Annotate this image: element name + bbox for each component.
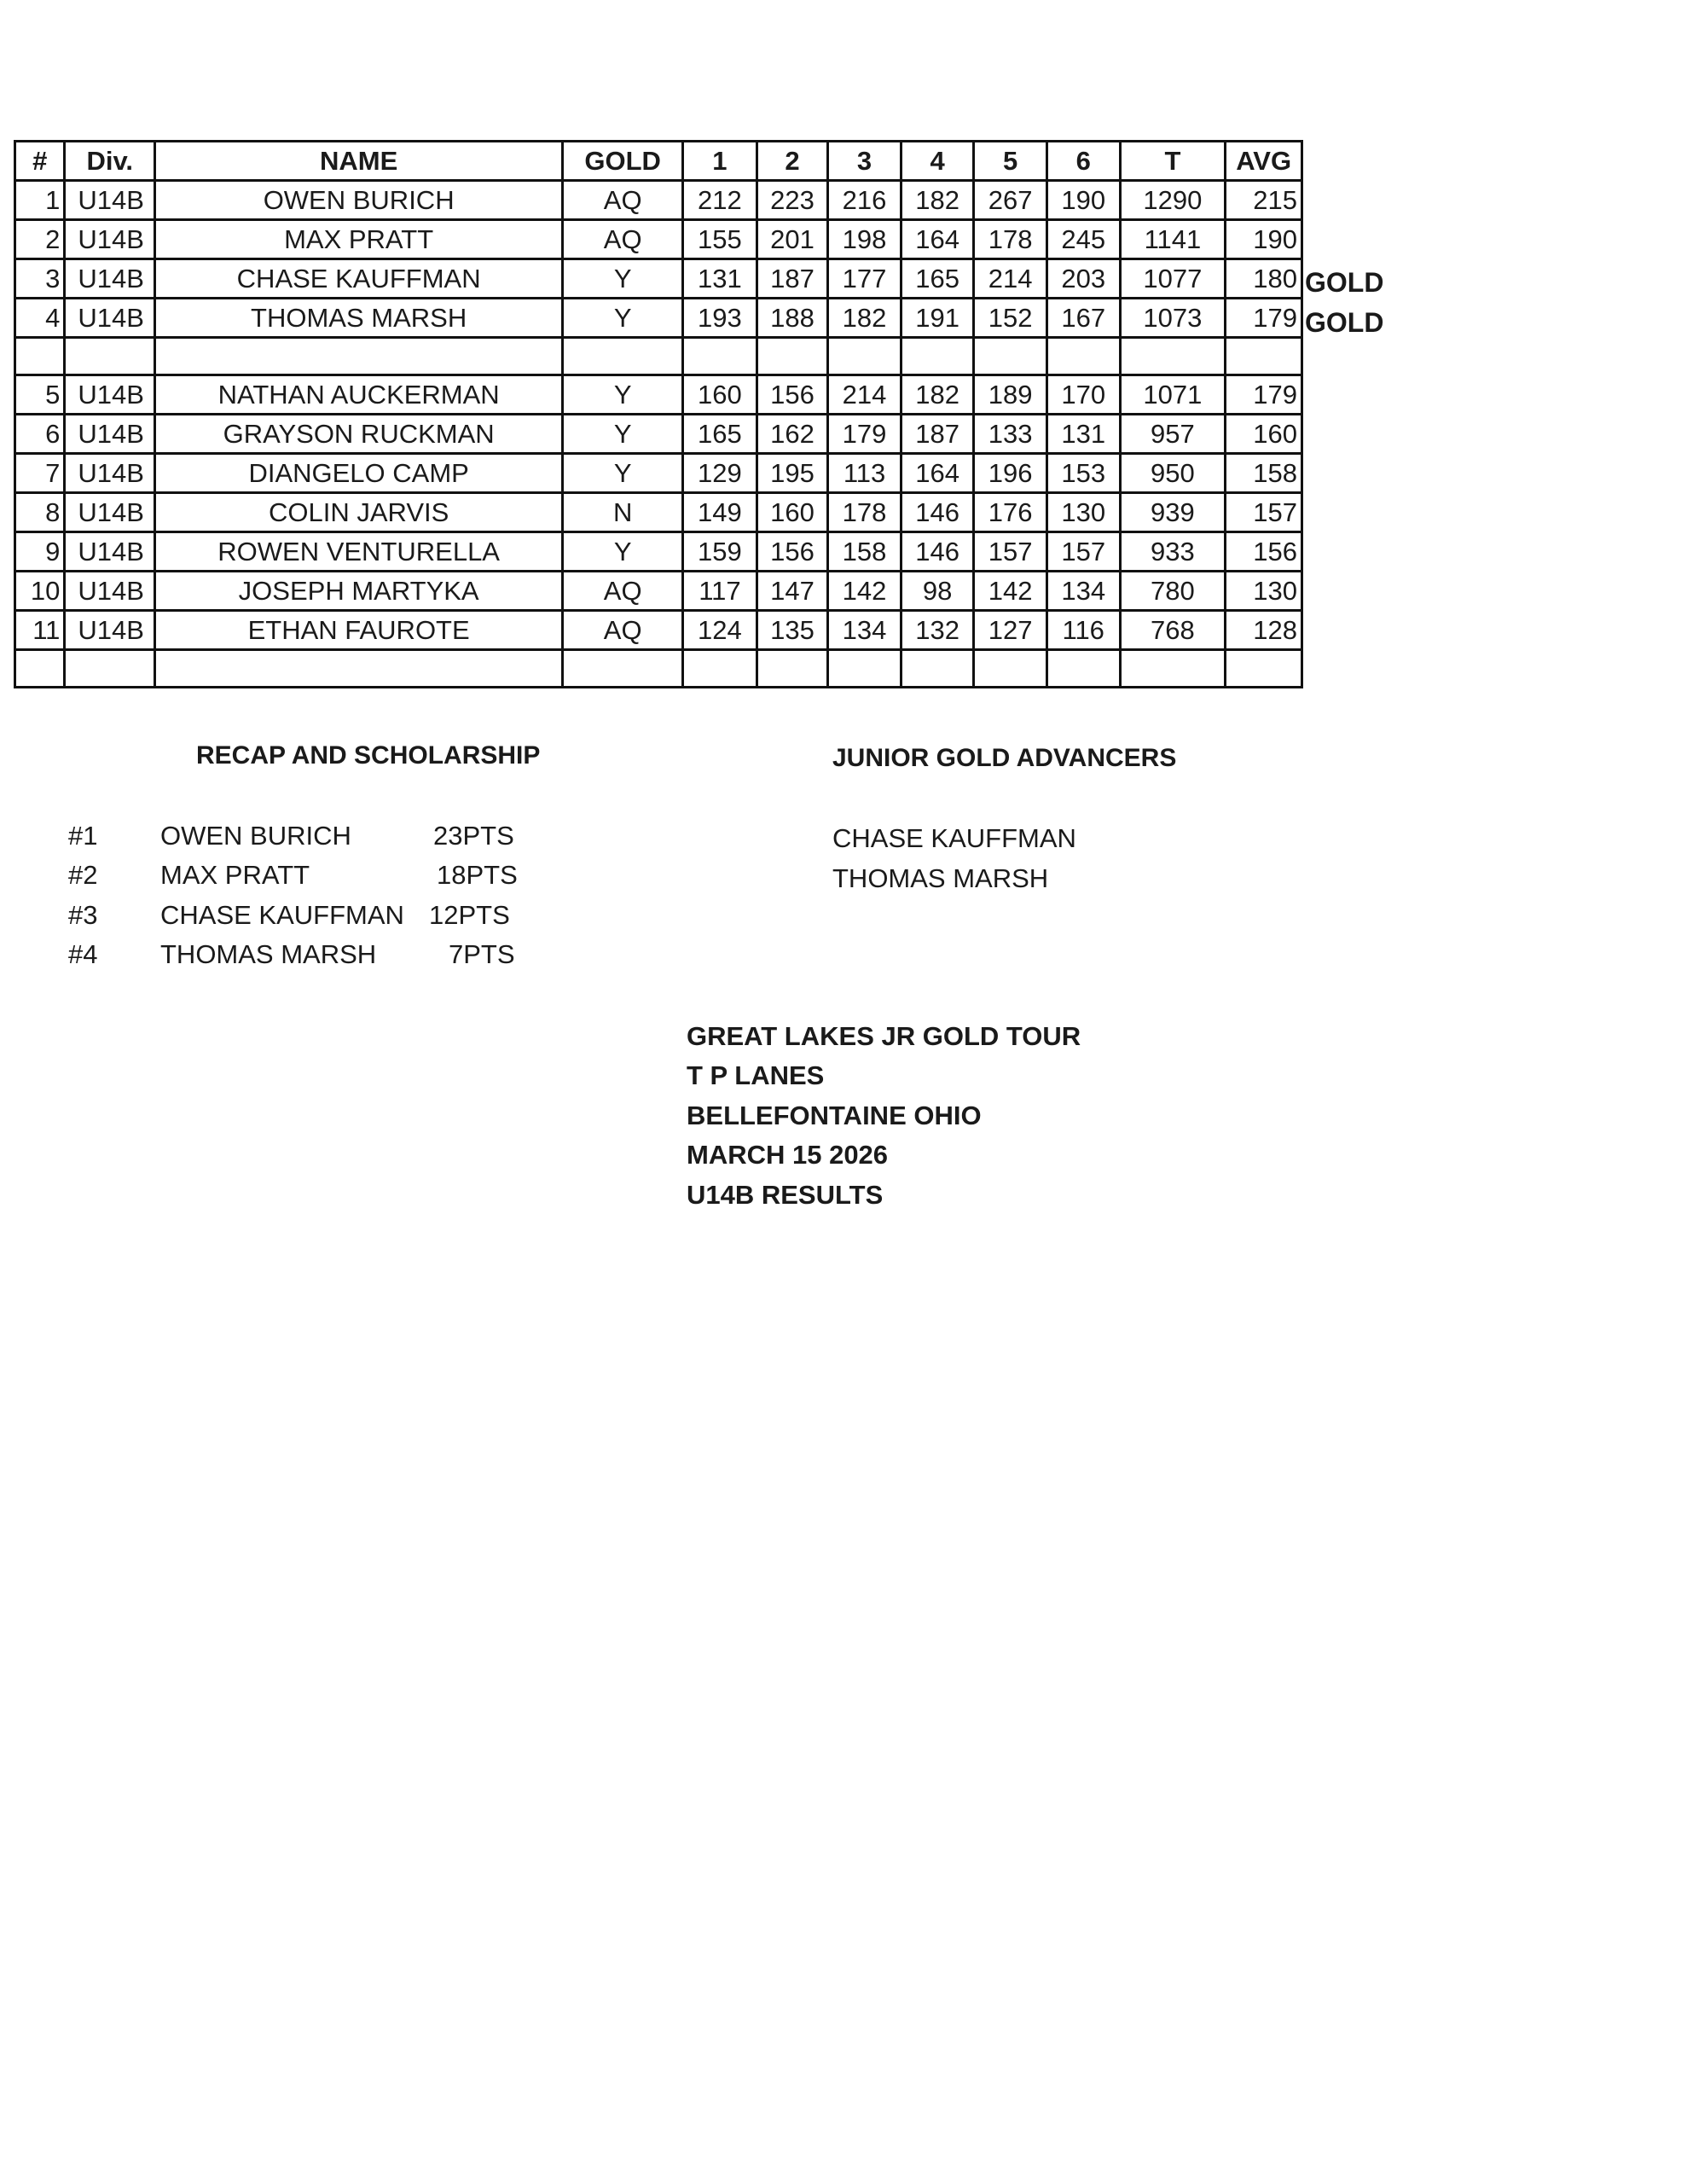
- cell-game-4: 191: [901, 299, 974, 338]
- cell-game-5: 178: [974, 220, 1047, 259]
- cell-average: 179: [1226, 375, 1302, 415]
- table-row: [15, 572, 1302, 611]
- cell-average: 190: [1226, 220, 1302, 259]
- advancers-heading: JUNIOR GOLD ADVANCERS: [832, 744, 1177, 772]
- cell-game-5: 142: [974, 572, 1047, 611]
- cell-total: 1077: [1120, 259, 1226, 299]
- cell-game-1: 159: [683, 532, 757, 572]
- cell-total: 1141: [1120, 220, 1226, 259]
- cell-average: 180: [1226, 259, 1302, 299]
- cell-average: 130: [1226, 572, 1302, 611]
- cell-game-2: 135: [757, 611, 828, 650]
- cell-game-3: 182: [828, 299, 901, 338]
- advancer-name: CHASE KAUFFMAN: [832, 823, 1076, 853]
- cell-gold: Y: [563, 299, 683, 338]
- cell-average: 156: [1226, 532, 1302, 572]
- cell-game-5: 267: [974, 181, 1047, 220]
- cell-name: CHASE KAUFFMAN: [155, 259, 563, 299]
- cell-average: 215: [1226, 181, 1302, 220]
- cell-game-1: 165: [683, 415, 757, 454]
- cell-total: 1071: [1120, 375, 1226, 415]
- header-rank: #: [15, 142, 65, 181]
- cell-total: 1073: [1120, 299, 1226, 338]
- header-game-5: 5: [974, 142, 1047, 181]
- cell-game-6: 167: [1046, 299, 1120, 338]
- cell-rank: 8: [15, 493, 65, 532]
- recap-rank: #3: [68, 900, 98, 930]
- cell-rank: 5: [15, 375, 65, 415]
- cell-rank: 11: [15, 611, 65, 650]
- header-total: T: [1120, 142, 1226, 181]
- gold-note-row-4: GOLD: [1305, 307, 1384, 338]
- table-row: [15, 220, 1302, 259]
- recap-entry: [0, 860, 597, 899]
- cell-game-4: 164: [901, 454, 974, 493]
- cell-name: NATHAN AUCKERMAN: [155, 375, 563, 415]
- cell-name: DIANGELO CAMP: [155, 454, 563, 493]
- cell-division: U14B: [65, 572, 155, 611]
- cell-game-1: 129: [683, 454, 757, 493]
- cell-game-6: 190: [1046, 181, 1120, 220]
- cell-gold: Y: [563, 454, 683, 493]
- cell-game-3: 214: [828, 375, 901, 415]
- cell-game-5: 157: [974, 532, 1047, 572]
- cell-game-6: 170: [1046, 375, 1120, 415]
- cell-rank: 7: [15, 454, 65, 493]
- cell-division: U14B: [65, 375, 155, 415]
- header-gold: GOLD: [563, 142, 683, 181]
- cell-game-1: 212: [683, 181, 757, 220]
- header-game-4: 4: [901, 142, 974, 181]
- cell-game-5: 127: [974, 611, 1047, 650]
- cell-gold: AQ: [563, 181, 683, 220]
- results-table: [14, 140, 1303, 688]
- cell-division: U14B: [65, 532, 155, 572]
- cell-name: COLIN JARVIS: [155, 493, 563, 532]
- cell-division: U14B: [65, 493, 155, 532]
- cell-game-3: 179: [828, 415, 901, 454]
- cell-game-3: 158: [828, 532, 901, 572]
- cell-gold: Y: [563, 532, 683, 572]
- cell-rank: 3: [15, 259, 65, 299]
- cell-gold: N: [563, 493, 683, 532]
- cell-game-4: 132: [901, 611, 974, 650]
- cell-game-2: 162: [757, 415, 828, 454]
- cell-gold: Y: [563, 375, 683, 415]
- cell-game-2: 223: [757, 181, 828, 220]
- recap-name: CHASE KAUFFMAN: [160, 900, 404, 930]
- cell-division: U14B: [65, 299, 155, 338]
- event-division-results: U14B RESULTS: [687, 1180, 884, 1210]
- gold-note-row-3: GOLD: [1305, 267, 1384, 298]
- cell-rank: 10: [15, 572, 65, 611]
- table-row: [15, 259, 1302, 299]
- cell-total: 768: [1120, 611, 1226, 650]
- cell-game-5: 176: [974, 493, 1047, 532]
- cell-game-6: 245: [1046, 220, 1120, 259]
- cell-game-6: 116: [1046, 611, 1120, 650]
- cell-average: 158: [1226, 454, 1302, 493]
- table-row: [15, 493, 1302, 532]
- recap-rank: #2: [68, 860, 98, 890]
- cell-gold: AQ: [563, 572, 683, 611]
- table-row: [15, 611, 1302, 650]
- recap-entry: [0, 939, 597, 979]
- cell-gold: Y: [563, 415, 683, 454]
- cell-rank: 9: [15, 532, 65, 572]
- recap-name: MAX PRATT: [160, 860, 310, 890]
- recap-heading: RECAP AND SCHOLARSHIP: [196, 741, 541, 770]
- cell-game-3: 177: [828, 259, 901, 299]
- recap-rank: #1: [68, 821, 98, 851]
- cell-average: 179: [1226, 299, 1302, 338]
- table-row: [15, 375, 1302, 415]
- cell-rank: 2: [15, 220, 65, 259]
- header-game-1: 1: [683, 142, 757, 181]
- cell-division: U14B: [65, 259, 155, 299]
- cell-game-1: 124: [683, 611, 757, 650]
- cell-average: 157: [1226, 493, 1302, 532]
- cell-gold: AQ: [563, 611, 683, 650]
- cell-rank: 4: [15, 299, 65, 338]
- cell-total: 780: [1120, 572, 1226, 611]
- event-venue: T P LANES: [687, 1060, 825, 1090]
- cell-game-3: 142: [828, 572, 901, 611]
- cell-game-2: 195: [757, 454, 828, 493]
- cell-game-4: 164: [901, 220, 974, 259]
- cell-game-5: 214: [974, 259, 1047, 299]
- cell-game-5: 152: [974, 299, 1047, 338]
- cell-game-1: 131: [683, 259, 757, 299]
- advancer-name: THOMAS MARSH: [832, 863, 1049, 893]
- recap-points: 18PTS: [437, 860, 518, 890]
- cell-division: U14B: [65, 611, 155, 650]
- table-row: [15, 415, 1302, 454]
- cell-name: GRAYSON RUCKMAN: [155, 415, 563, 454]
- recap-entry: [0, 900, 597, 939]
- recap-entry: [0, 821, 597, 860]
- cell-game-2: 187: [757, 259, 828, 299]
- cell-total: 933: [1120, 532, 1226, 572]
- cell-game-6: 203: [1046, 259, 1120, 299]
- blank-trailing-row: [15, 650, 1302, 688]
- cell-total: 950: [1120, 454, 1226, 493]
- recap-points: 23PTS: [433, 821, 514, 851]
- header-game-2: 2: [757, 142, 828, 181]
- recap-rank: #4: [68, 939, 98, 969]
- cell-name: MAX PRATT: [155, 220, 563, 259]
- cell-gold: AQ: [563, 220, 683, 259]
- cell-game-2: 156: [757, 532, 828, 572]
- recap-points: 7PTS: [449, 939, 515, 969]
- cell-average: 160: [1226, 415, 1302, 454]
- header-average: AVG: [1226, 142, 1302, 181]
- cell-game-1: 160: [683, 375, 757, 415]
- cell-game-1: 155: [683, 220, 757, 259]
- cell-game-5: 196: [974, 454, 1047, 493]
- cell-game-4: 146: [901, 532, 974, 572]
- cell-game-1: 149: [683, 493, 757, 532]
- cell-game-2: 156: [757, 375, 828, 415]
- cell-gold: Y: [563, 259, 683, 299]
- cell-game-6: 157: [1046, 532, 1120, 572]
- blank-separator-row: [15, 338, 1302, 375]
- cell-game-3: 178: [828, 493, 901, 532]
- table-row: [15, 454, 1302, 493]
- cell-name: JOSEPH MARTYKA: [155, 572, 563, 611]
- cell-total: 939: [1120, 493, 1226, 532]
- cell-game-6: 130: [1046, 493, 1120, 532]
- cell-game-4: 146: [901, 493, 974, 532]
- cell-game-3: 113: [828, 454, 901, 493]
- cell-name: OWEN BURICH: [155, 181, 563, 220]
- cell-division: U14B: [65, 415, 155, 454]
- cell-division: U14B: [65, 454, 155, 493]
- cell-name: ETHAN FAUROTE: [155, 611, 563, 650]
- table-row: [15, 299, 1302, 338]
- cell-name: THOMAS MARSH: [155, 299, 563, 338]
- table-row: [15, 181, 1302, 220]
- event-tour: GREAT LAKES JR GOLD TOUR: [687, 1021, 1081, 1051]
- cell-name: ROWEN VENTURELLA: [155, 532, 563, 572]
- cell-game-4: 187: [901, 415, 974, 454]
- cell-game-1: 117: [683, 572, 757, 611]
- cell-game-2: 201: [757, 220, 828, 259]
- recap-name: OWEN BURICH: [160, 821, 351, 851]
- cell-game-6: 134: [1046, 572, 1120, 611]
- cell-game-4: 182: [901, 375, 974, 415]
- cell-rank: 1: [15, 181, 65, 220]
- cell-game-1: 193: [683, 299, 757, 338]
- cell-average: 128: [1226, 611, 1302, 650]
- cell-game-2: 147: [757, 572, 828, 611]
- cell-game-3: 198: [828, 220, 901, 259]
- cell-game-2: 188: [757, 299, 828, 338]
- table-header-row: [15, 142, 1302, 181]
- cell-division: U14B: [65, 220, 155, 259]
- event-date: MARCH 15 2026: [687, 1140, 889, 1170]
- cell-game-4: 182: [901, 181, 974, 220]
- header-name: NAME: [155, 142, 563, 181]
- cell-game-2: 160: [757, 493, 828, 532]
- cell-game-6: 131: [1046, 415, 1120, 454]
- event-location: BELLEFONTAINE OHIO: [687, 1101, 982, 1130]
- recap-points: 12PTS: [429, 900, 510, 930]
- cell-game-5: 133: [974, 415, 1047, 454]
- cell-game-5: 189: [974, 375, 1047, 415]
- cell-game-4: 165: [901, 259, 974, 299]
- cell-division: U14B: [65, 181, 155, 220]
- header-game-6: 6: [1046, 142, 1120, 181]
- cell-game-6: 153: [1046, 454, 1120, 493]
- header-division: Div.: [65, 142, 155, 181]
- header-game-3: 3: [828, 142, 901, 181]
- cell-game-3: 134: [828, 611, 901, 650]
- cell-rank: 6: [15, 415, 65, 454]
- cell-game-4: 98: [901, 572, 974, 611]
- recap-name: THOMAS MARSH: [160, 939, 377, 969]
- cell-total: 1290: [1120, 181, 1226, 220]
- cell-total: 957: [1120, 415, 1226, 454]
- cell-game-3: 216: [828, 181, 901, 220]
- table-row: [15, 532, 1302, 572]
